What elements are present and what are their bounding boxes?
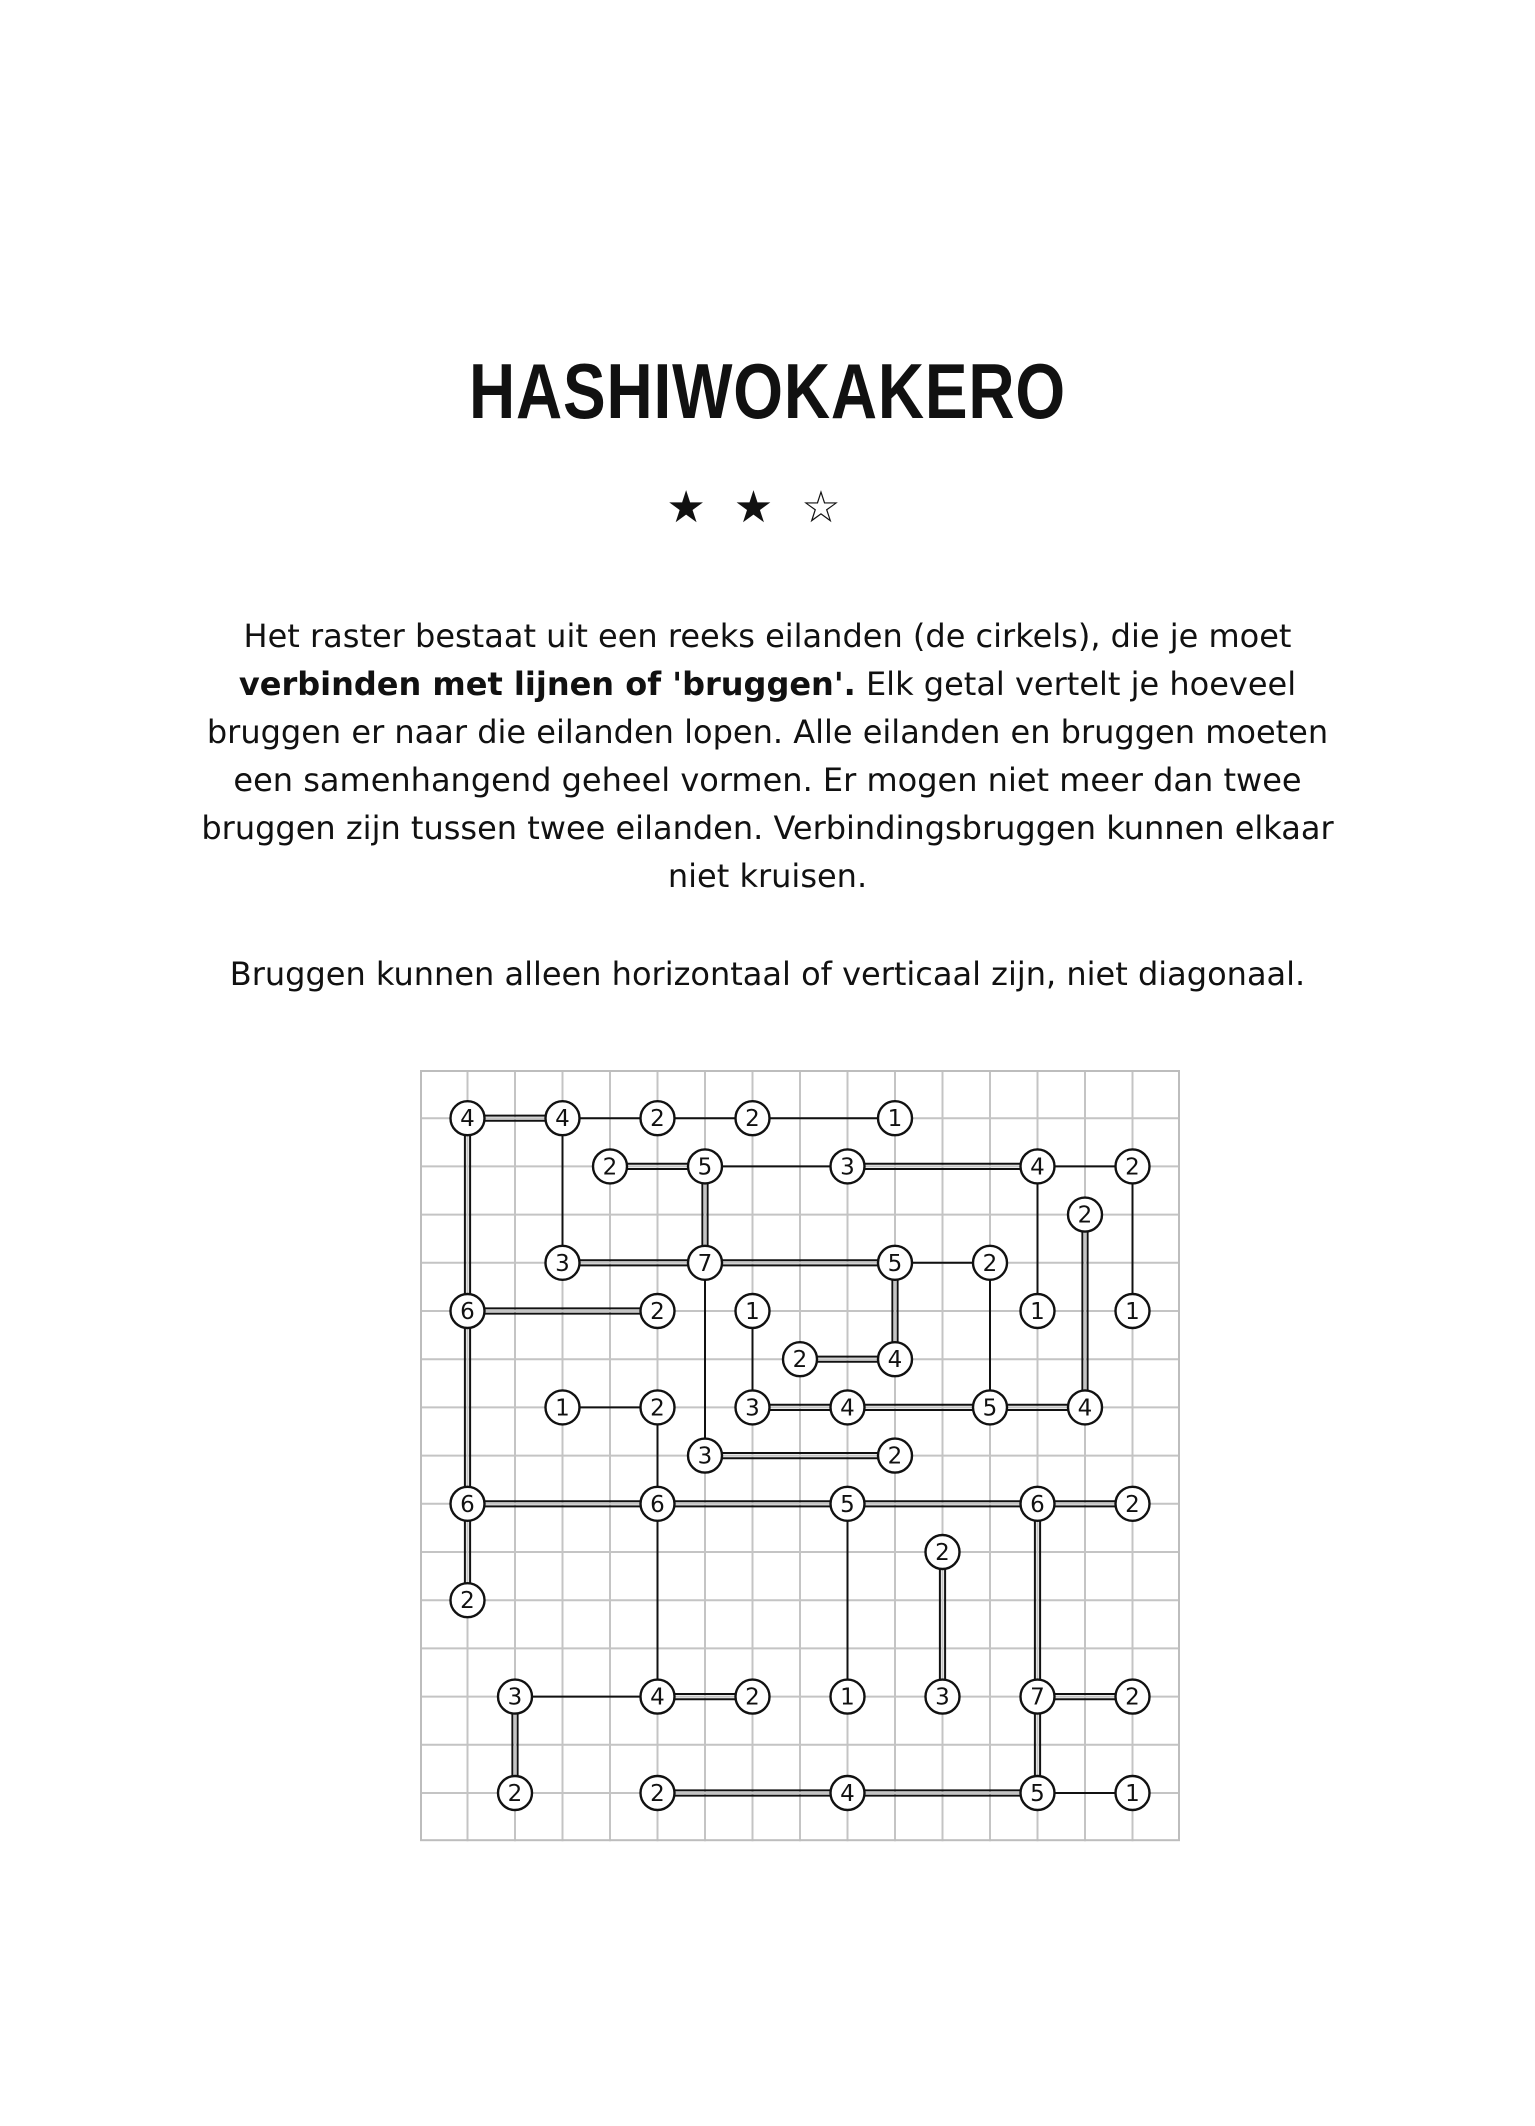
star-filled-icon: ★ [666, 482, 734, 533]
note-text: Bruggen kunnen alleen horizontaal of verticaal zijn, niet diagonaal. [229, 955, 1306, 993]
island-number: 2 [602, 1154, 618, 1181]
island-number: 4 [555, 1106, 570, 1133]
island-number: 6 [460, 1491, 475, 1518]
island-number: 5 [840, 1491, 855, 1518]
island-number: 1 [840, 1684, 855, 1711]
island-number: 3 [840, 1154, 855, 1181]
island-number: 2 [650, 1395, 665, 1422]
island-number: 4 [1077, 1395, 1093, 1422]
instructions-part-1: Het raster bestaat uit een reeks eilanden (de cirkels), die je moet [243, 617, 1292, 655]
instructions-text [180, 612, 1355, 900]
island-number: 4 [840, 1395, 855, 1422]
island-number: 1 [1125, 1299, 1140, 1325]
island-number: 2 [650, 1106, 665, 1133]
island-number: 2 [982, 1250, 998, 1277]
island-number: 1 [555, 1395, 570, 1422]
island-number: 5 [887, 1250, 903, 1277]
island-number: 6 [650, 1491, 665, 1518]
instructions-part-2: Elk getal vertelt je hoeveel bruggen er naar die eilanden lopen. Alle eilanden en bruggen moeten een samenhangend geheel vormen. Er mogen niet meer dan twee bruggen zijn tussen twee eilanden. Verbindingsbruggen kunnen elkaar niet kruisen. [201, 665, 1334, 895]
island-number: 2 [1125, 1491, 1140, 1518]
island-number: 5 [697, 1154, 713, 1181]
island-number: 1 [1125, 1781, 1140, 1807]
island-number: 6 [460, 1299, 475, 1325]
island-number: 4 [1030, 1154, 1045, 1181]
star-empty-icon: ☆ [801, 482, 869, 533]
island-number: 2 [1077, 1202, 1093, 1229]
island-number: 7 [697, 1250, 713, 1277]
island-number: 2 [507, 1781, 523, 1807]
island-number: 3 [697, 1443, 713, 1470]
island-number: 2 [650, 1781, 665, 1807]
island-number: 2 [460, 1588, 475, 1615]
island-number: 7 [1030, 1684, 1045, 1711]
island-number: 2 [1125, 1154, 1140, 1181]
island-number: 4 [887, 1347, 903, 1374]
star-filled-icon: ★ [733, 482, 802, 533]
island-number: 1 [887, 1106, 903, 1133]
instructions-bold: verbinden met lijnen of 'bruggen'. [238, 665, 856, 703]
island-number: 6 [1030, 1491, 1045, 1518]
island-number: 3 [935, 1684, 950, 1711]
island-number: 2 [650, 1299, 665, 1325]
island-number: 3 [507, 1684, 523, 1711]
puzzle-grid [420, 1070, 1190, 1845]
island-number: 2 [1125, 1684, 1140, 1711]
island-number: 2 [745, 1106, 760, 1133]
island-number: 4 [460, 1106, 475, 1133]
island-number: 1 [745, 1299, 760, 1325]
island-number: 4 [650, 1684, 665, 1711]
island-number: 2 [745, 1684, 760, 1711]
island-number: 3 [555, 1250, 570, 1277]
island-number: 5 [1030, 1781, 1045, 1807]
island-number: 4 [840, 1781, 855, 1807]
page-title: HASHIWOKAKERO [469, 347, 1066, 435]
island-number: 5 [982, 1395, 998, 1422]
island-number: 1 [1030, 1299, 1045, 1325]
difficulty-rating [0, 482, 1535, 533]
island-number: 2 [935, 1540, 950, 1566]
island-number: 2 [887, 1443, 903, 1470]
island-number: 2 [792, 1347, 808, 1374]
island-number: 3 [745, 1395, 760, 1422]
